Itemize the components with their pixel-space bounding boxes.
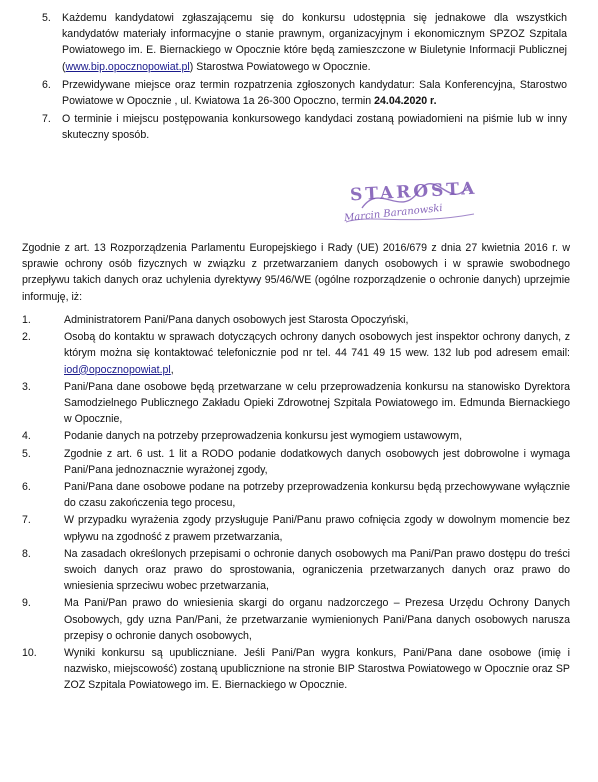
list-item bbox=[22, 446, 570, 478]
competition-terms-list bbox=[42, 10, 567, 144]
iod-email-link[interactable]: iod@opocznopowiat.pl bbox=[64, 363, 171, 376]
item-number: 2. bbox=[22, 331, 31, 344]
gdpr-clauses-list bbox=[22, 312, 570, 694]
item-text: Administratorem Pani/Pana danych osobowych jest Starosta Opoczyński, bbox=[64, 314, 409, 326]
item-text: Zgodnie z art. 6 ust. 1 lit a RODO podanie dodatkowych danych osobowych jest dobrowolne i wymaga Pani/Pana jednoznacznie wyrażonej zgody, bbox=[64, 447, 570, 476]
list-item bbox=[22, 546, 570, 595]
item-text: Pani/Pana dane osobowe będą przetwarzane w celu przeprowadzenia konkursu na stanowisko Dyrektora Samodzielnego Publicznego Zakładu Opieki Zdrowotnej Szpitala Powiatowego im. Edmunda Biernackiego w Opocznie, bbox=[64, 380, 570, 426]
item-number: 1. bbox=[22, 314, 31, 326]
item-text: Ma Pani/Pan prawo do wniesienia skargi do organu nadzorczego – Prezesa Urzędu Ochrony Danych Osobowych, gdy uzna Pan/Pani, że przetwarzanie wymienionych Pani/Pana danych osobowych narusza przepisy o ochronie danych osobowych, bbox=[64, 597, 570, 642]
stamp-name: Marcin Baranowski bbox=[343, 202, 444, 225]
list-item bbox=[42, 10, 567, 75]
list-item bbox=[22, 312, 570, 328]
item-number: 6. bbox=[22, 481, 31, 494]
item-text: Osobą do kontaktu w sprawach dotyczących ochrony danych osobowych jest inspektor ochrony danych, z którym można się kontaktować telefonicznie pod nr tel. 44 741 49 15 wew. 132 lub pod adresem email: bbox=[64, 331, 570, 360]
item-text: W przypadku wyrażenia zgody przysługuje Pani/Panu prawo cofnięcia zgody w dowolnym momencie bez wpływu na zgodność z prawem przetwarzania, bbox=[64, 514, 570, 543]
item-number: 5. bbox=[22, 447, 31, 460]
item-number: 10. bbox=[22, 647, 37, 660]
item-text: Przewidywane miejsce oraz termin rozpatrzenia zgłoszonych kandydatur: Sala Konferencyjna, Starostwo Powiatowe w Opocznie , ul. Kwiatowa 1a 26-300 Opoczno, termin bbox=[62, 78, 567, 108]
item-text: Na zasadach określonych przepisami o ochronie danych osobowych ma Pani/Pan prawo dostępu do treści swoich danych oraz prawo do sprostowania, ograniczenia przetwarzanych danych oraz prawo do wniesienia sprzeciwu wobec przetwarzania, bbox=[64, 547, 570, 593]
list-item bbox=[22, 645, 570, 694]
item-number: 7. bbox=[42, 113, 51, 126]
item-number: 8. bbox=[22, 547, 31, 560]
stamp-title: STAROSTA bbox=[349, 178, 478, 206]
item-number: 4. bbox=[22, 430, 31, 443]
list-item bbox=[22, 428, 570, 444]
gdpr-intro: Zgodnie z art. 13 Rozporządzenia Parlamentu Europejskiego i Rady (UE) 2016/679 z dnia 27 kwietnia 2016 r. w sprawie ochrony osób fizycznych w związku z przetwarzaniem danych osobowych i w sprawie swobodnego przepływu takich danych oraz uchylenia dyrektywy 95/46/WE (ogólne rozporządzenie o ochronie danych) uprzejmie informuję, iż: bbox=[22, 242, 570, 303]
item-number: 9. bbox=[22, 597, 31, 610]
list-item bbox=[22, 379, 570, 428]
item-text: , bbox=[170, 363, 174, 376]
item-number: 5. bbox=[42, 12, 51, 24]
bip-link[interactable]: www.bip.opocznopowiat.pl bbox=[65, 60, 190, 73]
list-item bbox=[22, 512, 570, 544]
item-text: ) Starostwa Powiatowego w Opocznie. bbox=[189, 60, 371, 73]
deadline-date: 24.04.2020 r. bbox=[374, 95, 437, 108]
list-item bbox=[42, 111, 567, 143]
item-number: 6. bbox=[42, 78, 51, 91]
item-text: O terminie i miejscu postępowania konkursowego kandydaci zostaną powiadomieni na piśmie lub w inny skuteczny sposób. bbox=[62, 113, 567, 142]
list-item bbox=[22, 479, 570, 511]
starosta-stamp bbox=[340, 178, 480, 236]
item-number: 7. bbox=[22, 514, 31, 527]
item-text: Każdemu kandydatowi zgłaszającemu się do konkursu udostępnia się jednakowe dla wszystkich kandydatów materiały informacyjne o stanie prawnym, organizacyjnym i ekonomicznym SPZOZ Szpitala Powiatowego im. E. Biernackiego w Opocznie które będą zamieszczone w Biuletynie Informacji Publicznej ( bbox=[62, 12, 567, 73]
list-item bbox=[22, 595, 570, 644]
item-text: Podanie danych na potrzeby przeprowadzenia konkursu jest wymogiem ustawowym, bbox=[64, 430, 463, 443]
list-item bbox=[42, 77, 567, 109]
list-item bbox=[22, 329, 570, 378]
item-text: Pani/Pana dane osobowe podane na potrzeby przeprowadzenia konkursu będą przechowywane wyłącznie do czasu zakończenia tego procesu, bbox=[64, 481, 570, 510]
item-number: 3. bbox=[22, 380, 31, 393]
item-text: Wyniki konkursu są upubliczniane. Jeśli Pani/Pan wygra konkurs, Pani/Pana dane osobowe (imię i nazwisko, miejscowość) zostaną upublicznione na stronie BIP Starostwa Powiatowego w Opocznie oraz SP ZOZ Szpitala Powiatowego im. E. Biernackiego w Opocznie. bbox=[64, 647, 570, 692]
